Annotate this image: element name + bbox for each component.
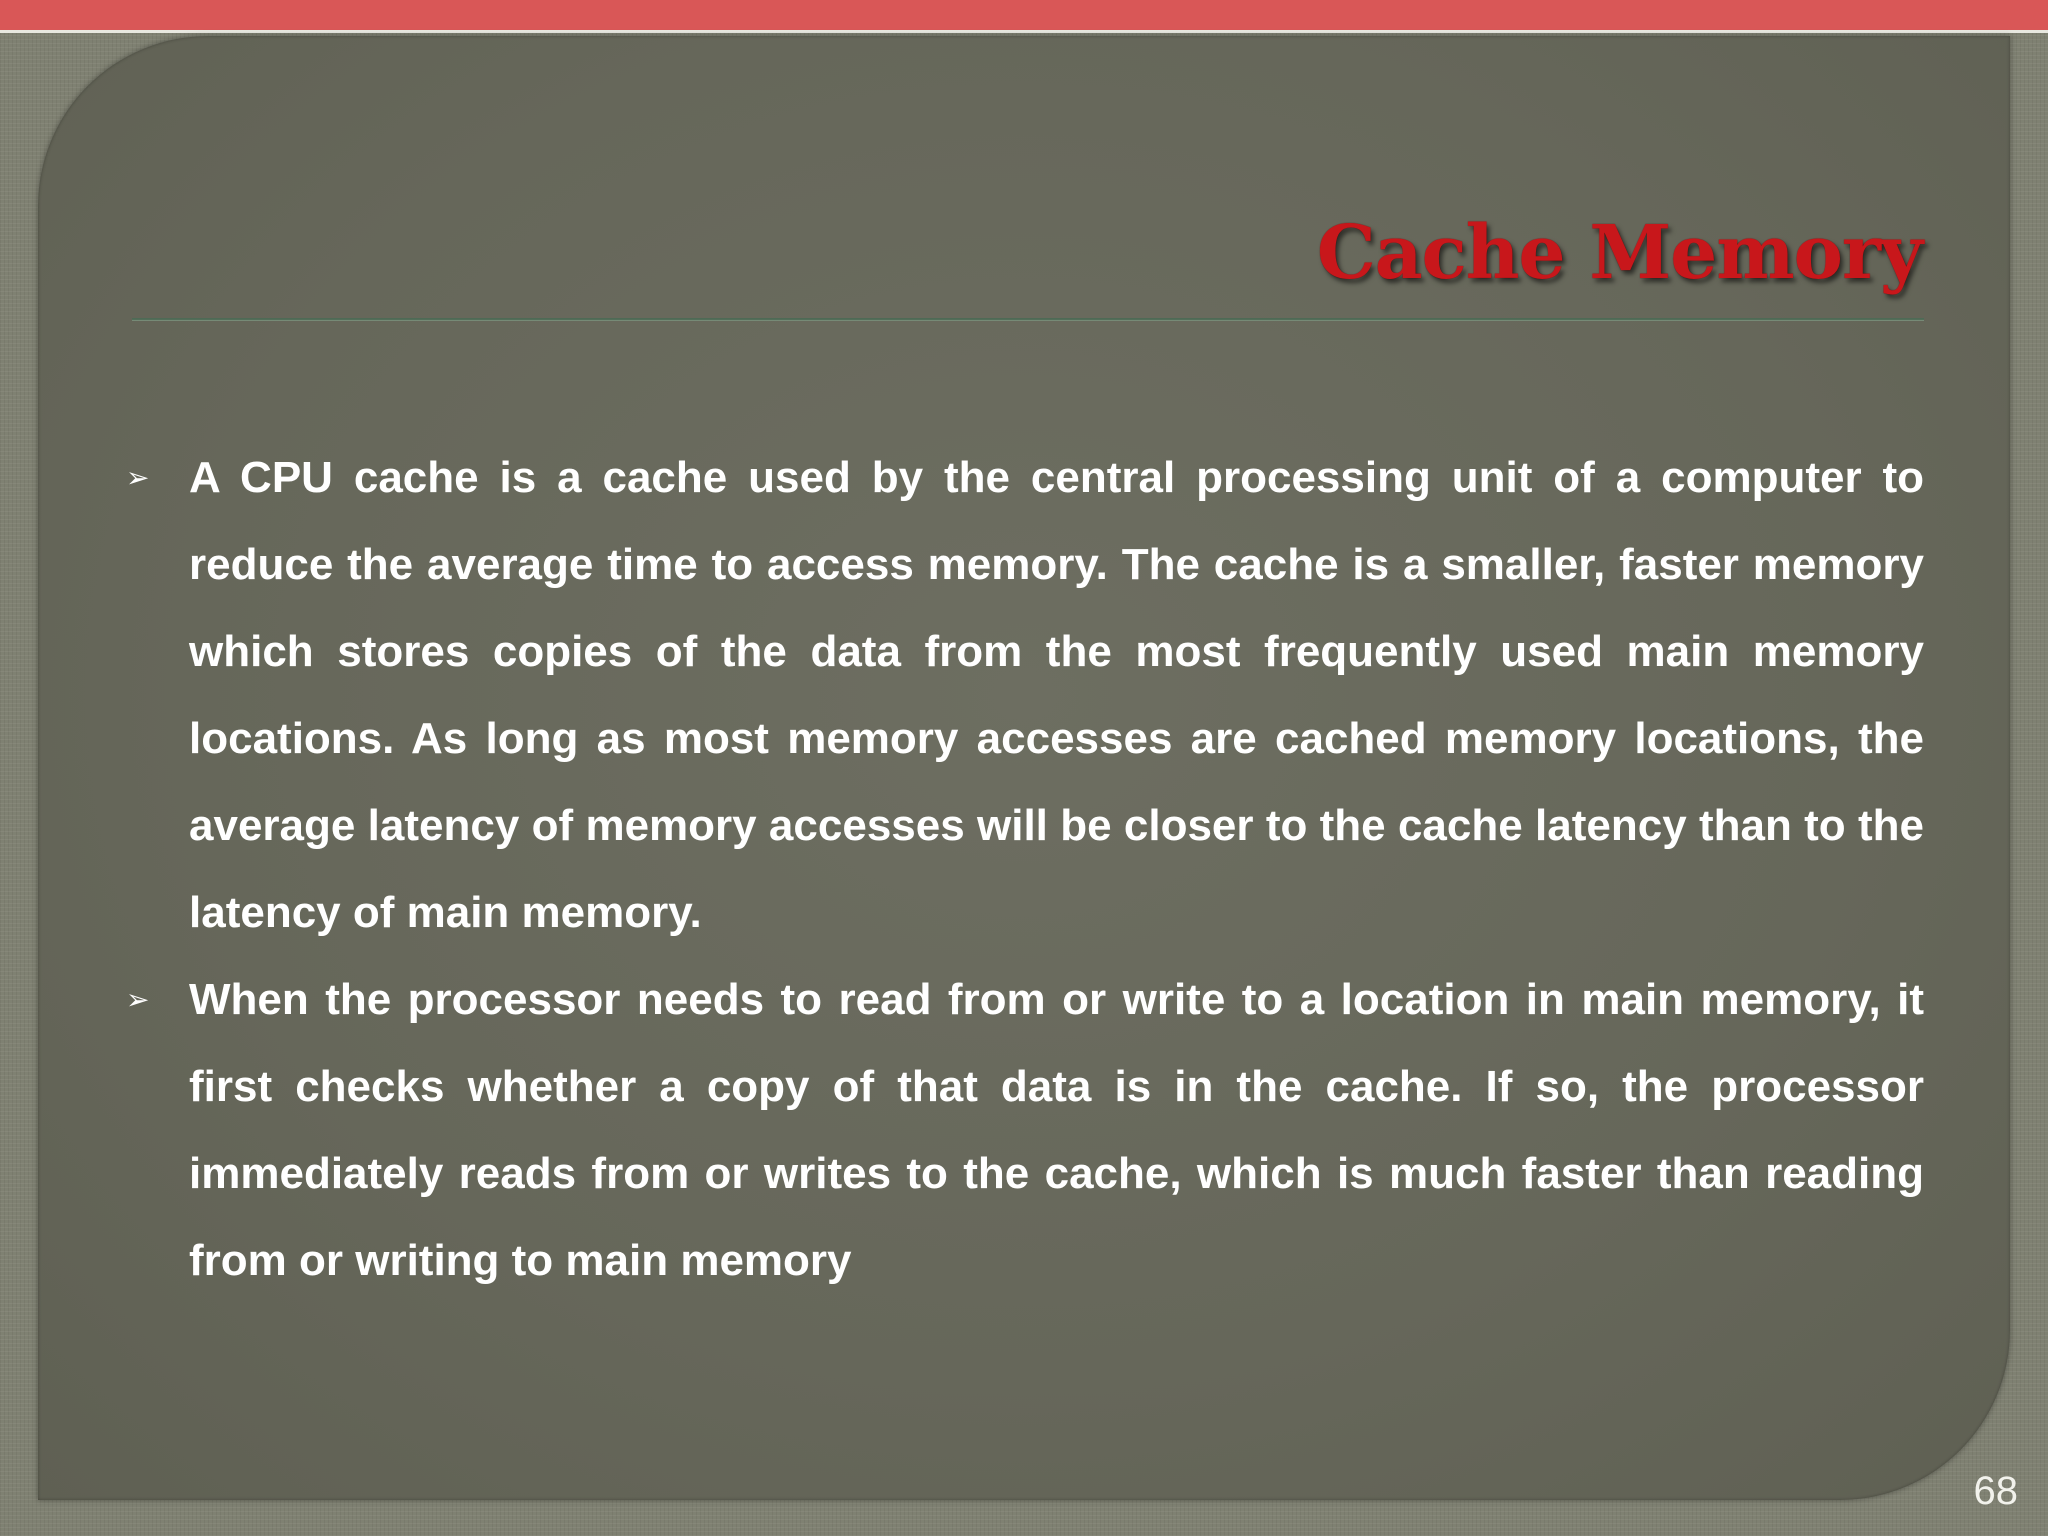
bullet-list bbox=[126, 434, 1924, 1304]
title-divider bbox=[132, 318, 1924, 321]
bullet-item-processor-read bbox=[126, 956, 1924, 1304]
bullet-item-cpu-cache bbox=[126, 434, 1924, 956]
arrowhead-bullet-icon: ➢ bbox=[126, 983, 150, 1016]
arrowhead-bullet-icon: ➢ bbox=[126, 461, 150, 494]
bullet-text: When the processor needs to read from or write to a location in main memory, it first checks whether a copy of that data is in the cache. If so, the processor immediately reads from or writes to the cache, which is much faster than reading from or writing to main memory bbox=[189, 975, 1924, 1285]
page-number: 68 bbox=[1973, 1469, 2018, 1513]
bullet-text: A CPU cache is a cache used by the central processing unit of a computer to reduce the average time to access memory. The cache is a smaller, faster memory which stores copies of the data from the most frequently used main memory locations. As long as most memory accesses are cached memory locations, the average latency of memory accesses will be closer to the cache latency than to the latency of main memory. bbox=[189, 453, 1924, 937]
slide-title: Cache Memory bbox=[1316, 210, 1922, 296]
top-accent-band bbox=[0, 0, 2048, 33]
